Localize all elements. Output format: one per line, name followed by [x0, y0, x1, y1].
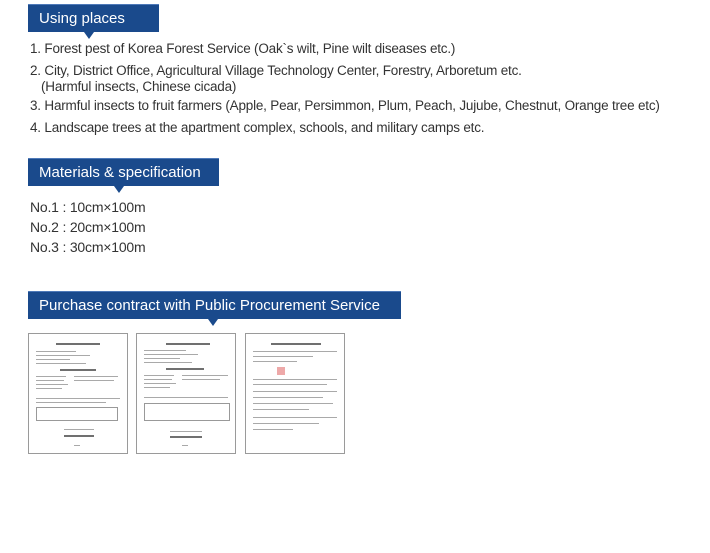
- using-place-item-2-text: 2. City, District Office, Agricultural Village Technology Center, Forestry, Arboretum etc.: [30, 63, 522, 78]
- document-page: [251, 339, 339, 448]
- spec-item-2: No.2 : 20cm×100m: [30, 219, 146, 235]
- using-place-item-2-sub: (Harmful insects, Chinese cicada): [41, 79, 237, 94]
- materials-title: Materials & specification: [39, 164, 201, 181]
- contract-document-2[interactable]: [136, 333, 236, 454]
- contract-document-3[interactable]: [245, 333, 345, 454]
- header-pointer-icon: [84, 32, 94, 39]
- purchase-title: Purchase contract with Public Procurement Service: [39, 297, 380, 314]
- materials-header: [28, 158, 219, 186]
- spec-item-1: No.1 : 10cm×100m: [30, 199, 146, 215]
- header-pointer-icon: [114, 186, 124, 193]
- using-places-title: Using places: [39, 10, 125, 27]
- using-places-list: [30, 40, 660, 137]
- official-seal-icon: [277, 367, 285, 375]
- using-place-item-1: 1. Forest pest of Korea Forest Service (Oak`s wilt, Pine wilt diseases etc.): [30, 41, 456, 56]
- materials-list: [30, 197, 145, 257]
- purchase-header: [28, 291, 401, 319]
- spec-item-3: No.3 : 30cm×100m: [30, 239, 146, 255]
- header-pointer-icon: [208, 319, 218, 326]
- document-page: [34, 339, 122, 448]
- using-place-item-3: 3. Harmful insects to fruit farmers (Apple, Pear, Persimmon, Plum, Peach, Jujube, Chestnut, Orange tree etc): [30, 98, 660, 113]
- contract-document-1[interactable]: [28, 333, 128, 454]
- using-place-item-4: 4. Landscape trees at the apartment complex, schools, and military camps etc.: [30, 120, 485, 135]
- using-place-item-2: [30, 62, 660, 94]
- document-page: [142, 339, 230, 448]
- using-places-header: [28, 4, 159, 32]
